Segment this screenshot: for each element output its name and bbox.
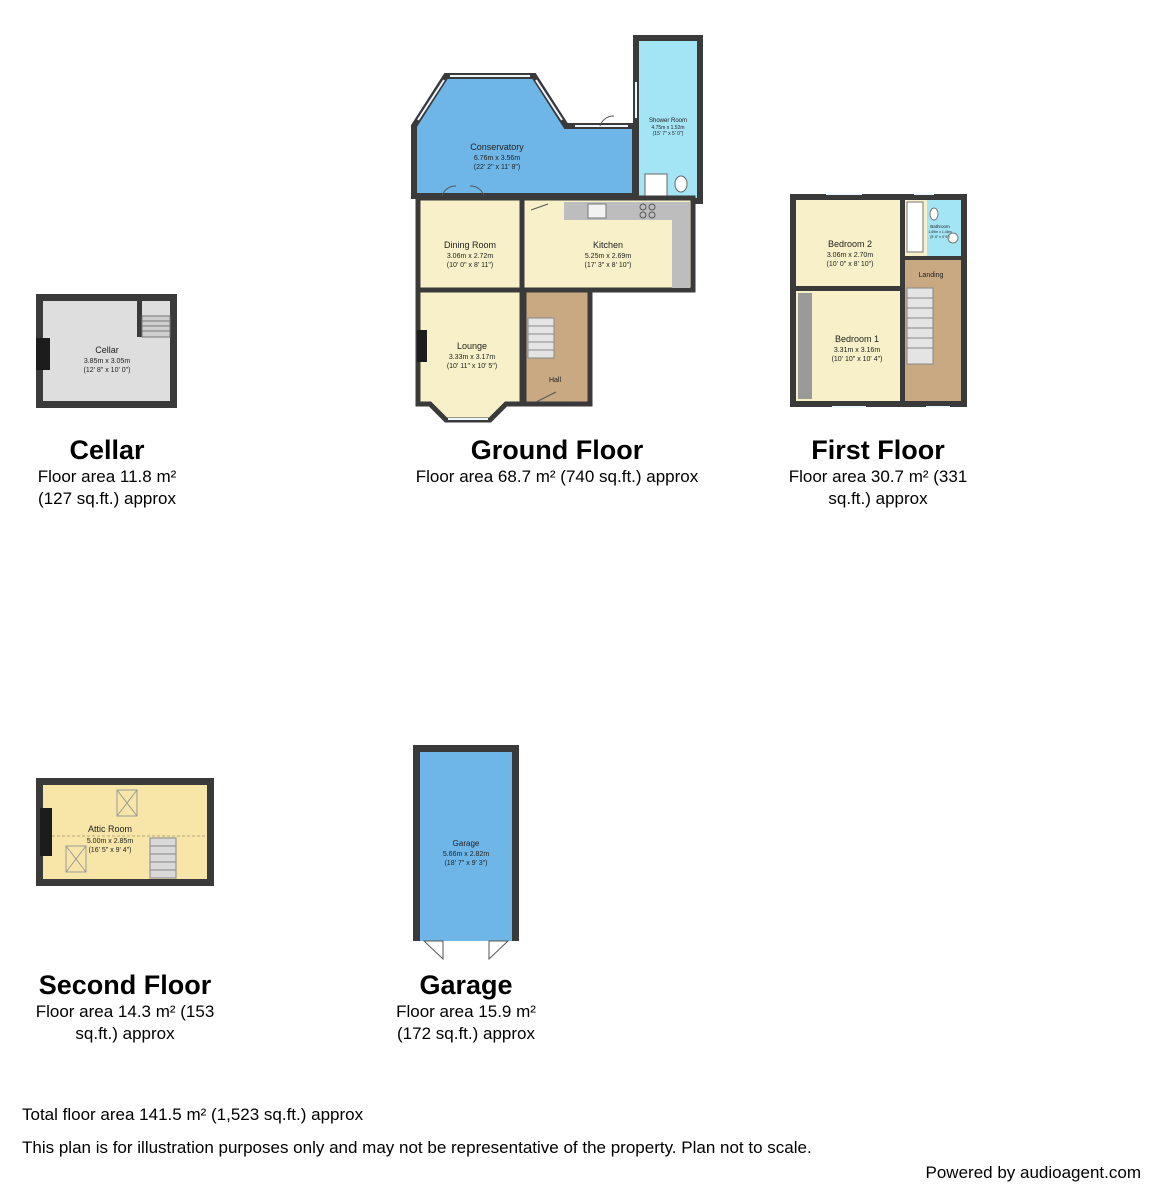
shower-room-name: Shower Room	[648, 118, 688, 124]
kitchen-worktop-side	[672, 202, 690, 288]
bedroom-1-name: Bedroom 1	[834, 334, 880, 344]
bedroom-2-name: Bedroom 2	[827, 239, 873, 249]
bathroom-imperial: (5' 6" x 4' 9")	[930, 235, 950, 239]
garage-caption	[396, 969, 536, 1045]
bathroom-name: Bathroom	[930, 224, 950, 229]
attic-chimney-breast	[40, 808, 52, 856]
garage-doors	[424, 941, 508, 959]
bathroom-dims: 1.69m x 1.46m	[928, 230, 952, 234]
bedroom-1-imperial: (10' 10" x 10' 4")	[831, 356, 883, 363]
garage-title: Garage	[419, 970, 513, 1000]
first-floor-stairs	[907, 288, 933, 364]
cellar-chimney-breast	[36, 338, 50, 370]
second-floor-plan	[36, 778, 214, 886]
attic-room-dims: 5.00m x 2.85m	[86, 838, 134, 845]
total-floor-area: Total floor area 141.5 m² (1,523 sq.ft.) approx	[22, 1105, 364, 1124]
garage-area-text: Floor area 15.9 m² (172 sq.ft.) approx	[396, 1002, 536, 1043]
powered-by: Powered by audioagent.com	[925, 1163, 1141, 1182]
disclaimer: This plan is for illustration purposes only and may not be representative of the property. Plan not to scale.	[22, 1138, 812, 1157]
dining-room-dims: 3.06m x 2.72m	[446, 253, 494, 260]
garage-imperial: (18' 7" x 9' 3")	[444, 860, 488, 867]
bathtub	[907, 202, 923, 252]
hall-name: Hall	[548, 377, 562, 384]
bedroom-2-imperial: (10' 0" x 8' 10")	[826, 261, 874, 268]
first-floor-title: First Floor	[811, 435, 945, 465]
cellar-room-dims: 3.85m x 3.05m	[83, 358, 131, 365]
ground-floor-caption	[386, 434, 728, 488]
lounge-dims: 3.33m x 3.17m	[448, 354, 496, 361]
cellar-room-name: Cellar	[95, 345, 119, 355]
first-floor-area: Floor area 30.7 m² (331 sq.ft.) approx	[788, 467, 968, 508]
cellar-title: Cellar	[69, 435, 145, 465]
conservatory-name: Conservatory	[470, 142, 524, 152]
conservatory-imperial: (22' 2" x 11' 8")	[473, 164, 521, 171]
attic-stairs	[150, 838, 176, 878]
first-floor-plan	[790, 194, 967, 407]
shower-tray	[645, 174, 667, 196]
ground-floor-stairs	[528, 318, 554, 358]
kitchen-sink	[588, 204, 606, 218]
shower-room-imperial: (15' 7" x 5' 0")	[652, 131, 684, 137]
cellar-caption	[22, 434, 192, 510]
first-floor-caption	[770, 434, 986, 510]
ground-floor-area: Floor area 68.7 m² (740 sq.ft.) approx	[415, 467, 699, 486]
cellar-plan	[36, 294, 177, 408]
shower-room-toilet	[675, 176, 687, 192]
dining-room-name: Dining Room	[443, 240, 497, 250]
garage-plan	[413, 745, 519, 959]
conservatory-dims: 6.76m x 3.56m	[473, 155, 521, 162]
garage-dims: 5.66m x 2.82m	[442, 851, 490, 858]
dining-room-imperial: (10' 0" x 8' 11")	[446, 262, 494, 269]
second-floor-title: Second Floor	[38, 970, 212, 1000]
cellar-stair-wall	[137, 301, 142, 337]
lounge-imperial: (10' 11" x 10' 5")	[446, 363, 498, 370]
shower-room-dims: 4.75m x 1.52m	[651, 125, 685, 131]
ground-floor-plan	[414, 38, 700, 420]
second-floor-caption	[16, 969, 234, 1045]
garage-name: Garage	[452, 839, 480, 848]
kitchen-imperial: (17' 3" x 8' 10")	[584, 262, 632, 269]
bathroom-toilet	[930, 208, 938, 220]
kitchen-name: Kitchen	[592, 240, 624, 250]
bedroom-1-wardrobe	[798, 293, 812, 399]
bedroom-2-dims: 3.06m x 2.70m	[826, 252, 874, 259]
cellar-stairs	[142, 316, 170, 337]
landing-name: Landing	[918, 272, 944, 279]
ground-floor-title: Ground Floor	[470, 435, 644, 465]
conservatory-area	[414, 76, 635, 196]
kitchen-dims: 5.25m x 2.69m	[584, 253, 632, 260]
cellar-room-imperial: (12' 8" x 10' 0")	[83, 367, 131, 374]
attic-room-imperial: (16' 5" x 9' 4")	[88, 847, 132, 854]
attic-room-name: Attic Room	[87, 824, 133, 834]
kitchen-worktop-top	[564, 202, 690, 220]
bedroom-1-dims: 3.31m x 3.16m	[833, 347, 881, 354]
lounge-fireplace	[417, 330, 427, 362]
cellar-area: Floor area 11.8 m² (127 sq.ft.) approx	[37, 467, 177, 508]
lounge-name: Lounge	[456, 341, 488, 351]
second-floor-area: Floor area 14.3 m² (153 sq.ft.) approx	[35, 1002, 215, 1043]
